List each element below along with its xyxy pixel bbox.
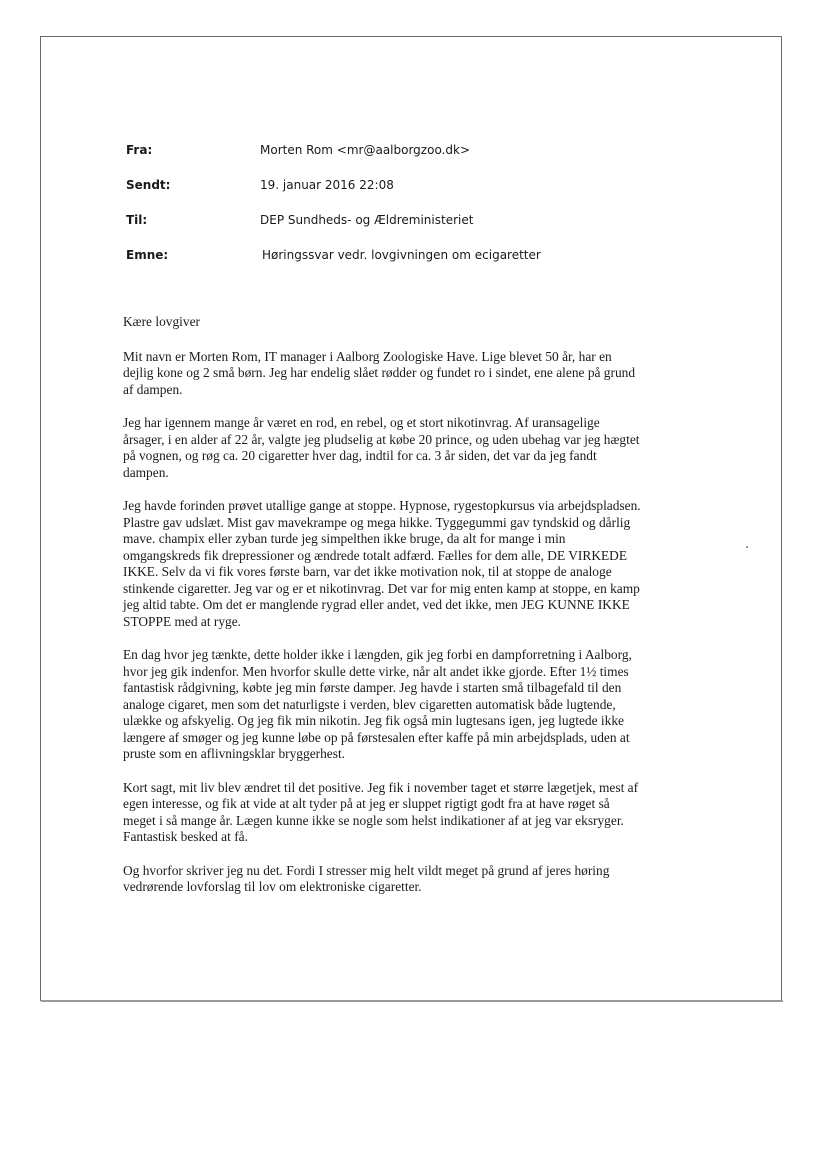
from-value: Morten Rom <mr@aalborgzoo.dk> [260, 143, 471, 157]
from-row [126, 143, 471, 157]
from-label: Fra: [126, 143, 153, 157]
paragraph-history: Jeg har igennem mange år været en rod, en rebel, og et stort nikotinvrag. Af uransagelige årsager, i en alder af 22 år, valgte jeg pludselig at købe 20 prince, og uden ubehag var jeg hægtet på vognen, og røg ca. 20 cigaretter hver dag, indtil for ca. 3 år siden, det var da jeg fandt dampen. [123, 415, 640, 480]
subject-value: Høringssvar vedr. lovgivningen om ecigaretter [262, 248, 541, 262]
scan-speck [746, 546, 748, 548]
to-label: Til: [126, 213, 148, 227]
paragraph-intro: Mit navn er Morten Rom, IT manager i Aalborg Zoologiske Have. Lige blevet 50 år, har en dejlig kone og 2 små børn. Jeg har endelig slået rødder og fundet ro i sindet, ene alene på grund af dampen. [123, 348, 636, 397]
sent-value: 19. januar 2016 22:08 [260, 178, 394, 192]
page-border-shadow [41, 1000, 783, 1002]
greeting: Kære lovgiver [123, 314, 200, 329]
to-row [126, 213, 474, 227]
paragraph-attempts: Jeg havde forinden prøvet utallige gange at stoppe. Hypnose, rygestopkursus via arbejdspladsen. Plastre gav udslæt. Mist gav mavekrampe og mega hikke. Tyggegummi gav tyndskid og dårlig mave. champix eller zyban turde jeg simpelthen ikke bruge, da alt for mange i min omgangskreds fik drepressioner og ændrede totalt adfærd. Fælles for dem alle, DE VIRKEDE IKKE. Selv da vi fik vores første barn, var det ikke motivation nok, til at stoppe de analoge stinkende cigaretter. Jeg var og er et nikotinvrag. Det var for mig enten kamp at stoppe, en kamp jeg altid tabte. Om det er manglende rygrad eller andet, ved det ikke, men JEG KUNNE IKKE STOPPE med at ryge. [123, 498, 641, 629]
paragraph-vape-shop: En dag hvor jeg tænkte, dette holder ikke i længden, gik jeg forbi en dampforretning i Aalborg, hvor jeg gik indenfor. Men hvorfor skulle dette virke, når alt andet ikke gjorde. Efter 1½ times fantastisk rådgivning, købte jeg min første damper. Jeg havde i starten små tilbagefald til den analoge cigaret, men som det naturligste i verden, blev cigaretten automatisk både lugtende, ulække og afskyelig. Og jeg fik min nikotin. Jeg fik også min lugtesans igen, jeg lugtede ikke længere af smøger og jeg kunne løbe op på førstesalen efter kaffe på min arbejdsplads, uden at pruste som en aflivningsklar bryggerhest. [123, 647, 632, 761]
letter-body [123, 314, 698, 913]
paragraph-health-check: Kort sagt, mit liv blev ændret til det positive. Jeg fik i november taget et større lægetjek, mest af egen interesse, og fik at vide at alt tyder på at jeg er sluppet rigtigt godt fra at have røget så meget i så mange år. Lægen kunne ikke se nogle som helst indikationer af at jeg var eksryger. Fantastisk besked at få. [123, 779, 639, 844]
to-value: DEP Sundheds- og Ældreministeriet [260, 213, 474, 227]
sent-row [126, 178, 394, 192]
sent-label: Sendt: [126, 178, 171, 192]
paragraph-reason: Og hvorfor skriver jeg nu det. Fordi I stresser mig helt vildt meget på grund af jeres høring vedrørende lovforslag til lov om elektroniske cigaretter. [123, 862, 610, 894]
subject-row [126, 248, 541, 262]
subject-label: Emne: [126, 248, 169, 262]
